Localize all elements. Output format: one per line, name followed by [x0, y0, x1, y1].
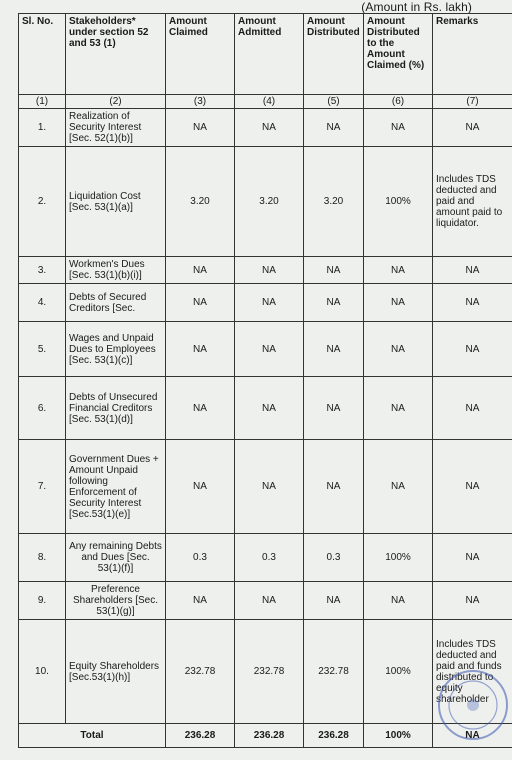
amount-distributed-cell: 3.20	[304, 147, 364, 257]
header-amount-admitted: Amount Admitted	[235, 14, 304, 95]
remarks-cell: Includes TDS deducted and paid and amount paid to liquidator.	[433, 147, 512, 257]
amount-distributed-cell: NA	[304, 257, 364, 284]
column-number: (4)	[235, 95, 304, 109]
distributed-percent-cell: NA	[364, 257, 433, 284]
amount-claimed-cell: 0.3	[166, 534, 235, 582]
amount-admitted-cell: 232.78	[235, 620, 304, 724]
header-amount-distributed: Amount Distributed	[304, 14, 364, 95]
table-row	[19, 147, 512, 257]
amount-admitted-cell: 3.20	[235, 147, 304, 257]
column-number: (2)	[66, 95, 166, 109]
stakeholder-cell: Liquidation Cost [Sec. 53(1)(a)]	[66, 147, 166, 257]
remarks-cell: NA	[433, 377, 512, 440]
stakeholder-cell: Debts of Secured Creditors [Sec.	[66, 284, 166, 322]
remarks-cell: NA	[433, 257, 512, 284]
remarks-cell: NA	[433, 582, 512, 620]
unit-note: (Amount in Rs. lakh)	[361, 0, 472, 14]
distributed-percent-cell: NA	[364, 109, 433, 147]
amount-claimed-cell: NA	[166, 109, 235, 147]
sl-no-cell: 8.	[19, 534, 66, 582]
distributed-percent-cell: NA	[364, 377, 433, 440]
amount-admitted-cell: NA	[235, 322, 304, 377]
amount-admitted-cell: NA	[235, 440, 304, 534]
amount-distributed-cell: 0.3	[304, 534, 364, 582]
table-row	[19, 257, 512, 284]
distribution-table	[18, 13, 512, 748]
column-number: (3)	[166, 95, 235, 109]
header-stakeholders: Stakeholders* under section 52 and 53 (1)	[66, 14, 166, 95]
table-row	[19, 284, 512, 322]
sl-no-cell: 4.	[19, 284, 66, 322]
header-row	[19, 14, 512, 95]
remarks-cell: Includes TDS deducted and paid and funds distributed to equity shareholder	[433, 620, 512, 724]
amount-admitted-cell: 0.3	[235, 534, 304, 582]
sl-no-cell: 3.	[19, 257, 66, 284]
amount-admitted-cell: NA	[235, 284, 304, 322]
remarks-cell: NA	[433, 534, 512, 582]
distributed-percent-cell: NA	[364, 582, 433, 620]
distributed-percent-cell: NA	[364, 322, 433, 377]
sl-no-cell: 10.	[19, 620, 66, 724]
distributed-percent-cell: 100%	[364, 147, 433, 257]
remarks-cell: NA	[433, 322, 512, 377]
remarks-cell: NA	[433, 284, 512, 322]
stakeholder-cell: Wages and Unpaid Dues to Employees [Sec. 53(1)(c)]	[66, 322, 166, 377]
header-distributed-percent: Amount Distributed to the Amount Claimed (%)	[364, 14, 433, 95]
column-number: (7)	[433, 95, 512, 109]
sl-no-cell: 7.	[19, 440, 66, 534]
header-remarks: Remarks	[433, 14, 512, 95]
total-label: Total	[19, 724, 166, 748]
amount-distributed-cell: NA	[304, 377, 364, 440]
column-number: (5)	[304, 95, 364, 109]
amount-admitted-cell: NA	[235, 257, 304, 284]
remarks-cell: NA	[433, 440, 512, 534]
amount-admitted-cell: NA	[235, 109, 304, 147]
sl-no-cell: 5.	[19, 322, 66, 377]
stakeholder-cell: Preference Shareholders [Sec. 53(1)(g)]	[66, 582, 166, 620]
amount-claimed-cell: NA	[166, 257, 235, 284]
table-row	[19, 109, 512, 147]
amount-claimed-cell: 3.20	[166, 147, 235, 257]
column-number: (1)	[19, 95, 66, 109]
distributed-percent-cell: 100%	[364, 534, 433, 582]
header-sl-no: Sl. No.	[19, 14, 66, 95]
stakeholder-cell: Any remaining Debts and Dues [Sec. 53(1)(f)]	[66, 534, 166, 582]
amount-distributed-cell: 232.78	[304, 620, 364, 724]
column-number-row	[19, 95, 512, 109]
table-row	[19, 322, 512, 377]
amount-claimed-cell: NA	[166, 582, 235, 620]
distributed-percent-cell: NA	[364, 440, 433, 534]
amount-claimed-cell: NA	[166, 440, 235, 534]
sl-no-cell: 9.	[19, 582, 66, 620]
column-number: (6)	[364, 95, 433, 109]
amount-admitted-cell: NA	[235, 582, 304, 620]
stakeholder-cell: Government Dues + Amount Unpaid following Enforcement of Security Interest [Sec.53(1)(e)]	[66, 440, 166, 534]
amount-distributed-cell: NA	[304, 440, 364, 534]
amount-claimed-cell: NA	[166, 284, 235, 322]
amount-claimed-cell: NA	[166, 322, 235, 377]
table-row	[19, 582, 512, 620]
amount-distributed-cell: NA	[304, 284, 364, 322]
sl-no-cell: 2.	[19, 147, 66, 257]
amount-claimed-cell: 232.78	[166, 620, 235, 724]
stakeholder-cell: Equity Shareholders [Sec.53(1)(h)]	[66, 620, 166, 724]
amount-distributed-cell: NA	[304, 322, 364, 377]
header-amount-claimed: Amount Claimed	[166, 14, 235, 95]
amount-claimed-cell: NA	[166, 377, 235, 440]
table-row	[19, 440, 512, 534]
sl-no-cell: 1.	[19, 109, 66, 147]
total-admitted: 236.28	[235, 724, 304, 748]
total-percent: 100%	[364, 724, 433, 748]
amount-distributed-cell: NA	[304, 582, 364, 620]
table-row	[19, 534, 512, 582]
distributed-percent-cell: 100%	[364, 620, 433, 724]
total-claimed: 236.28	[166, 724, 235, 748]
distributed-percent-cell: NA	[364, 284, 433, 322]
stakeholder-cell: Realization of Security Interest [Sec. 52(1)(b)]	[66, 109, 166, 147]
amount-distributed-cell: NA	[304, 109, 364, 147]
amount-admitted-cell: NA	[235, 377, 304, 440]
stakeholder-cell: Debts of Unsecured Financial Creditors [Sec. 53(1)(d)]	[66, 377, 166, 440]
stakeholder-cell: Workmen's Dues [Sec. 53(1)(b)(i)]	[66, 257, 166, 284]
total-distributed: 236.28	[304, 724, 364, 748]
total-remarks: NA	[433, 724, 512, 748]
remarks-cell: NA	[433, 109, 512, 147]
official-stamp	[436, 668, 510, 742]
sl-no-cell: 6.	[19, 377, 66, 440]
table-row	[19, 377, 512, 440]
